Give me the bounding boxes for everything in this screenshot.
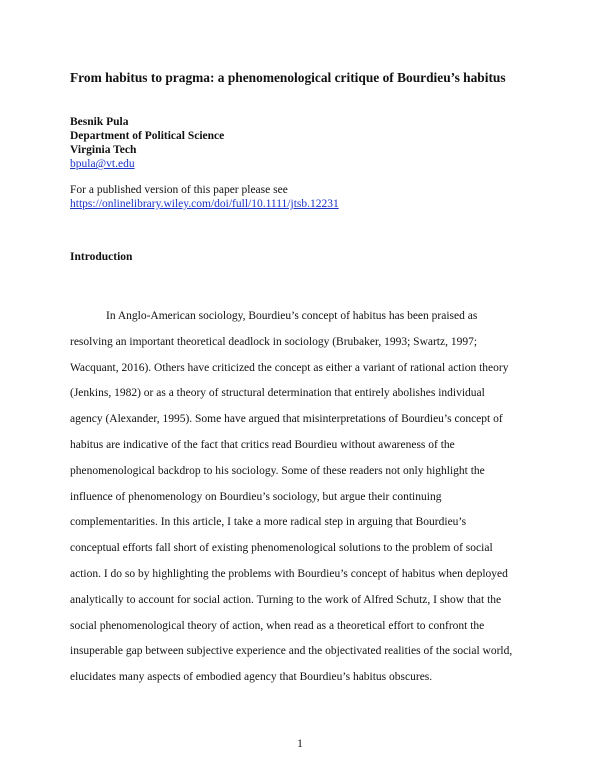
body-line: conceptual efforts fall short of existing phenomenological solutions to the problem of social — [70, 542, 493, 555]
body-line: insuperable gap between subjective experience and the objectivated realities of the social world, — [70, 645, 513, 658]
body-line: (Jenkins, 1982) or as a theory of structural determination that entirely abolishes individual — [70, 387, 485, 400]
author-block — [70, 115, 224, 171]
body-line: analytically to account for social action. Turning to the work of Alfred Schutz, I show that the — [70, 593, 502, 606]
author-email-link[interactable]: bpula@vt.edu — [70, 158, 135, 170]
body-line: phenomenological backdrop to his sociology. Some of these readers not only highlight the — [70, 464, 485, 477]
body-line: resolving an important theoretical deadlock in sociology (Brubaker, 1993; Swartz, 1997; — [70, 335, 478, 348]
body-line: complementarities. In this article, I take a more radical step in arguing that Bourdieu’s — [70, 516, 467, 529]
body-line: agency (Alexander, 1995). Some have argued that misinterpretations of Bourdieu’s concept of — [70, 413, 503, 426]
author-name: Besnik Pula — [70, 116, 129, 128]
body-line: action. I do so by highlighting the problems with Bourdieu’s concept of habitus when deployed — [70, 567, 508, 580]
page-number: 1 — [297, 738, 303, 750]
publication-note-text: For a published version of this paper please see — [70, 184, 288, 196]
body-line: social phenomenological theory of action, when read as a theoretical effort to confront the — [70, 619, 485, 632]
body-line: habitus are indicative of the fact that critics read Bourdieu without awareness of the — [70, 438, 455, 451]
body-line: elucidates many aspects of embodied agency that Bourdieu’s habitus obscures. — [70, 671, 433, 684]
paper-title: From habitus to pragma: a phenomenological critique of Bourdieu’s habitus — [70, 70, 506, 85]
body-text — [70, 304, 540, 691]
author-department: Department of Political Science — [70, 130, 225, 142]
author-institution: Virginia Tech — [70, 144, 137, 156]
body-line: Wacquant, 2016). Others have criticized the concept as either a variant of rational action theory — [70, 361, 509, 374]
section-heading: Introduction — [70, 251, 133, 263]
body-line: In Anglo-American sociology, Bourdieu’s concept of habitus has been praised as — [106, 310, 478, 322]
publication-note — [70, 183, 339, 211]
publication-link[interactable]: https://onlinelibrary.wiley.com/doi/full/10.1111/jtsb.12231 — [70, 198, 339, 210]
body-line: influence of phenomenology on Bourdieu’s sociology, but argue their continuing — [70, 490, 442, 503]
